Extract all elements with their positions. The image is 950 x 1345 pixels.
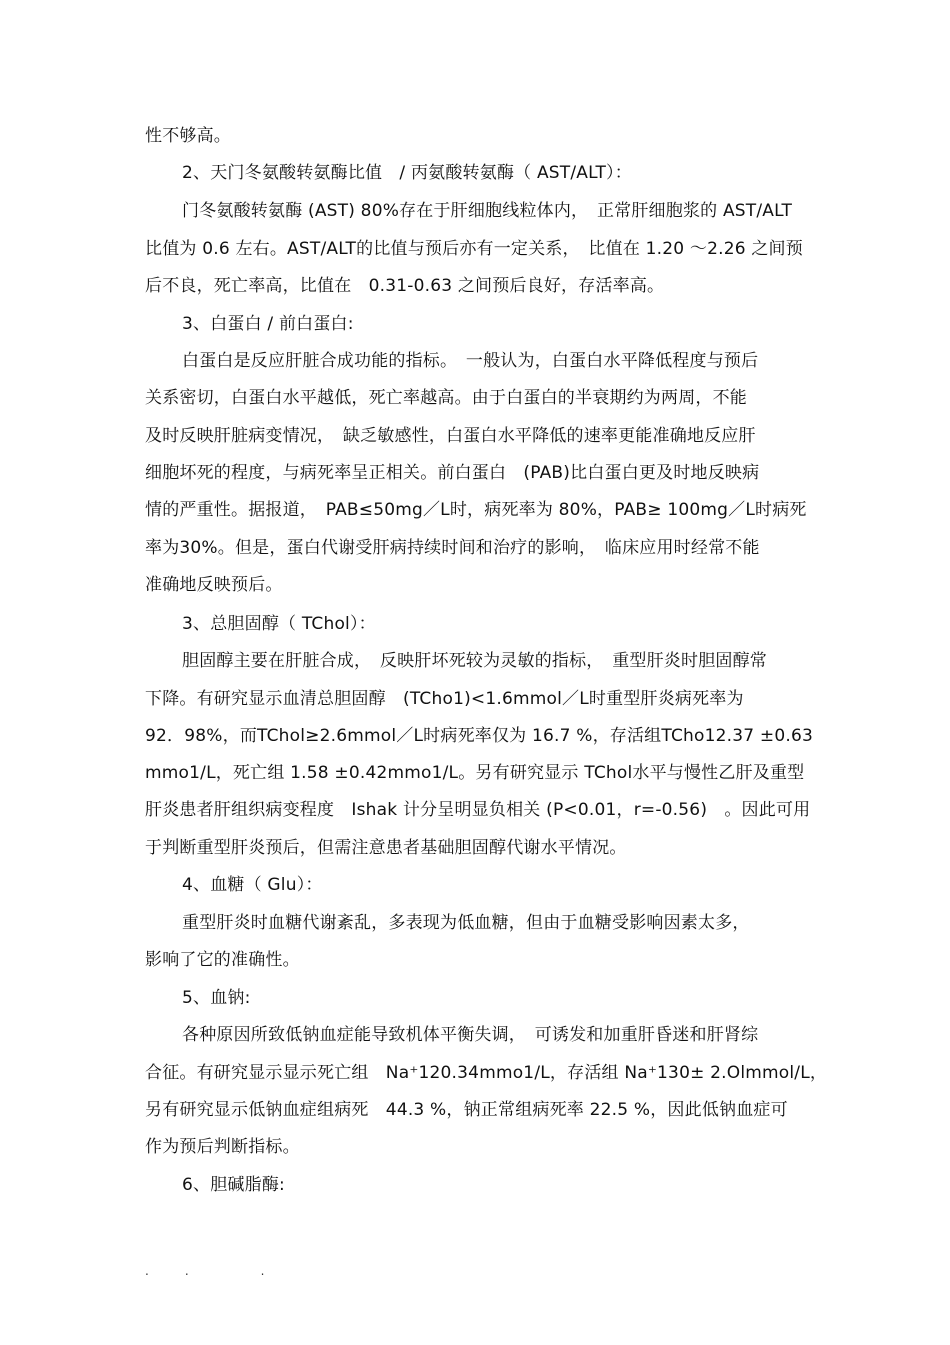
text-line: 情的严重性。据报道， PAB≤50mg／L时，病死率为 80%，PAB≥ 100mg／L时病死 bbox=[145, 500, 807, 520]
text-line: 另有研究显示低钠血症组病死 44.3 %，钠正常组病死率 22.5 %，因此低钠血症可 bbox=[145, 1100, 788, 1120]
section-heading-cholinesterase: 6、胆碱脂酶: bbox=[182, 1175, 285, 1195]
text-line: 各种原因所致低钠血症能导致机体平衡失调， 可诱发和加重肝昏迷和肝肾综 bbox=[182, 1025, 759, 1045]
section-heading-albumin: 3、白蛋白 / 前白蛋白: bbox=[182, 314, 354, 334]
section-heading-ast-alt: 2、天门冬氨酸转氨酶比值 / 丙氨酸转氨酶（ AST/ALT）： bbox=[182, 163, 632, 183]
text-line: 肝炎患者肝组织病变程度 Ishak 计分呈明显负相关 (P<0.01，r=-0.56) 。因此可用 bbox=[145, 800, 811, 820]
text-line: 率为30%。但是，蛋白代谢受肝病持续时间和治疗的影响， 临床应用时经常不能 bbox=[145, 538, 760, 558]
text-line: 及时反映肝脏病变情况， 缺乏敏感性，白蛋白水平降低的速率更能准确地反应肝 bbox=[145, 426, 756, 446]
footer-dots: . . . bbox=[145, 1264, 265, 1278]
text-line: 比值为 0.6 左右。AST/ALT的比值与预后亦有一定关系， 比值在 1.20 ～2.26 之间预 bbox=[145, 239, 803, 259]
text-line: mmo1/L，死亡组 1.58 ±0.42mmo1/L。另有研究显示 TChol水平与慢性乙肝及重型 bbox=[145, 763, 805, 783]
text-line: 重型肝炎时血糖代谢紊乱，多表现为低血糖，但由于血糖受影响因素太多， bbox=[182, 913, 750, 933]
text-line: 后不良，死亡率高，比值在 0.31-0.63 之间预后良好，存活率高。 bbox=[145, 276, 665, 296]
text-line: 细胞坏死的程度，与病死率呈正相关。前白蛋白 (PAB)比白蛋白更及时地反映病 bbox=[145, 463, 760, 483]
text-line: 影响了它的准确性。 bbox=[145, 950, 300, 970]
text-line: 于判断重型肝炎预后，但需注意患者基础胆固醇代谢水平情况。 bbox=[145, 838, 627, 858]
section-heading-cholesterol: 3、总胆固醇（ TChol）： bbox=[182, 614, 376, 634]
text-line: 92．98%，而TChol≥2.6mmol／L时病死率仅为 16.7 %，存活组TCho12.37 ±0.63 bbox=[145, 726, 813, 746]
text-line: 下降。有研究显示血清总胆固醇 (TCho1)<1.6mmol／L时重型肝炎病死率为 bbox=[145, 689, 744, 709]
section-heading-sodium: 5、血钠: bbox=[182, 988, 251, 1008]
text-line: 合征。有研究显示显示死亡组 Na⁺120.34mmo1/L，存活组 Na⁺130± 2.Olmmol/L， bbox=[145, 1063, 828, 1083]
text-line: 门冬氨酸转氨酶 (AST) 80%存在于肝细胞线粒体内， 正常肝细胞浆的 AST/ALT bbox=[182, 201, 793, 221]
text-line: 作为预后判断指标。 bbox=[145, 1137, 300, 1157]
section-heading-glucose: 4、血糖（ Glu）： bbox=[182, 875, 323, 895]
text-line: 白蛋白是反应肝脏合成功能的指标。 一般认为，白蛋白水平降低程度与预后 bbox=[182, 351, 759, 371]
text-line: 胆固醇主要在肝脏合成， 反映肝坏死较为灵敏的指标， 重型肝炎时胆固醇常 bbox=[182, 651, 767, 671]
text-line: 准确地反映预后。 bbox=[145, 575, 283, 595]
text-line: 性不够高。 bbox=[145, 126, 231, 146]
text-line: 关系密切，白蛋白水平越低，死亡率越高。由于白蛋白的半衰期约为两周，不能 bbox=[145, 388, 747, 408]
